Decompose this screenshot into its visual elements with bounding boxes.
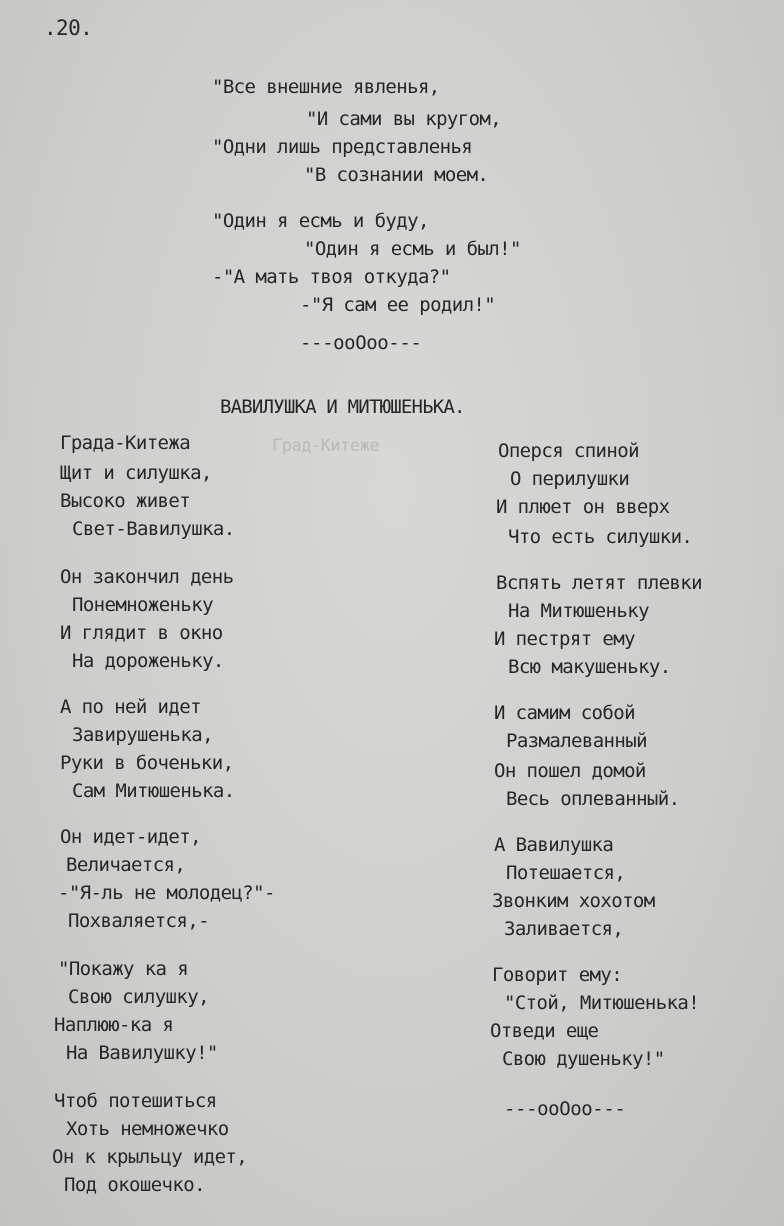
- poem-line: Сам Митюшенька.: [72, 780, 235, 802]
- epigraph-line: "В сознании моем.: [304, 164, 489, 186]
- poem-line: А по ней идет: [60, 696, 201, 718]
- poem-line: Размалеванный: [506, 730, 647, 752]
- poem-line: -"Я-ль не молодец?"-: [58, 882, 275, 904]
- poem-line: Чтоб потешиться: [54, 1090, 217, 1112]
- poem-line: Града-Китежа: [60, 432, 191, 454]
- epigraph-line: "Один я есмь и был!": [304, 238, 521, 260]
- poem-line: Он пошел домой: [494, 760, 646, 782]
- poem-line: Он закончил день: [60, 566, 234, 588]
- poem-line: Свою силушку,: [68, 986, 209, 1008]
- poem-line: "Покажу ка я: [58, 958, 189, 980]
- poem-line: Свет-Вавилушка.: [72, 518, 235, 540]
- poem-line: На дороженьку.: [72, 650, 224, 672]
- poem-title: ВАВИЛУШКА И МИТЮШЕНЬКА.: [220, 396, 465, 418]
- epigraph-line: "И сами вы кругом,: [306, 108, 502, 130]
- poem-line: Всю макушеньку.: [508, 656, 671, 678]
- poem-line: Он к крыльцу идет,: [52, 1146, 248, 1168]
- poem-line: И глядит в окно: [60, 622, 223, 644]
- poem-line: Оперся спиной: [498, 440, 639, 462]
- poem-line: Величается,: [66, 854, 186, 876]
- epigraph-line: "Одни лишь представленья: [212, 136, 473, 158]
- poem-line: А Вавилушка: [494, 834, 614, 856]
- poem-line: Руки в боченьки,: [60, 752, 234, 774]
- poem-separator: ---ooOoo---: [504, 1098, 626, 1120]
- poem-line: И плюет он вверх: [496, 496, 670, 518]
- epigraph-line: "Все внешние явленья,: [212, 76, 440, 98]
- poem-line: На Митюшеньку: [508, 600, 649, 622]
- poem-line: Хоть немножечко: [66, 1118, 229, 1140]
- poem-line: О перилушки: [510, 468, 630, 490]
- poem-line: Свою душеньку!": [502, 1048, 665, 1070]
- epigraph-line: -"А мать твоя откуда?": [212, 266, 451, 288]
- page-number: .20.: [44, 16, 93, 40]
- poem-line: Звонким хохотом: [492, 890, 655, 912]
- poem-line: Похваляется,-: [68, 910, 209, 932]
- poem-line: И самим собой: [494, 702, 635, 724]
- poem-line: На Вавилушку!": [66, 1042, 218, 1064]
- poem-line: "Стой, Митюшенька!: [504, 992, 700, 1014]
- poem-line: Завирушенька,: [72, 724, 213, 746]
- poem-line: Высоко живет: [60, 490, 191, 512]
- poem-line: Говорит ему:: [492, 964, 623, 986]
- epigraph-line: -"Я сам ее родил!": [300, 294, 496, 316]
- show-through-text: Град-Китеже: [272, 436, 380, 456]
- poem-line: Заливается,: [504, 918, 624, 940]
- poem-line: Что есть силушки.: [508, 526, 693, 548]
- poem-line: Наплюю-ка я: [54, 1014, 174, 1036]
- poem-line: И пестрят ему: [494, 628, 635, 650]
- epigraph-line: "Один я есмь и буду,: [212, 210, 429, 232]
- poem-line: Весь оплеванный.: [506, 788, 680, 810]
- epigraph-separator: ---ooOoo---: [300, 332, 422, 354]
- poem-line: Потешается,: [506, 862, 626, 884]
- poem-line: Под окошечко.: [64, 1174, 205, 1196]
- poem-line: Вспять летят плевки: [496, 572, 702, 594]
- poem-line: Щит и силушка,: [60, 462, 212, 484]
- poem-line: Отведи еще: [490, 1020, 599, 1042]
- poem-line: Он идет-идет,: [60, 826, 201, 848]
- poem-line: Понемноженьку: [72, 594, 213, 616]
